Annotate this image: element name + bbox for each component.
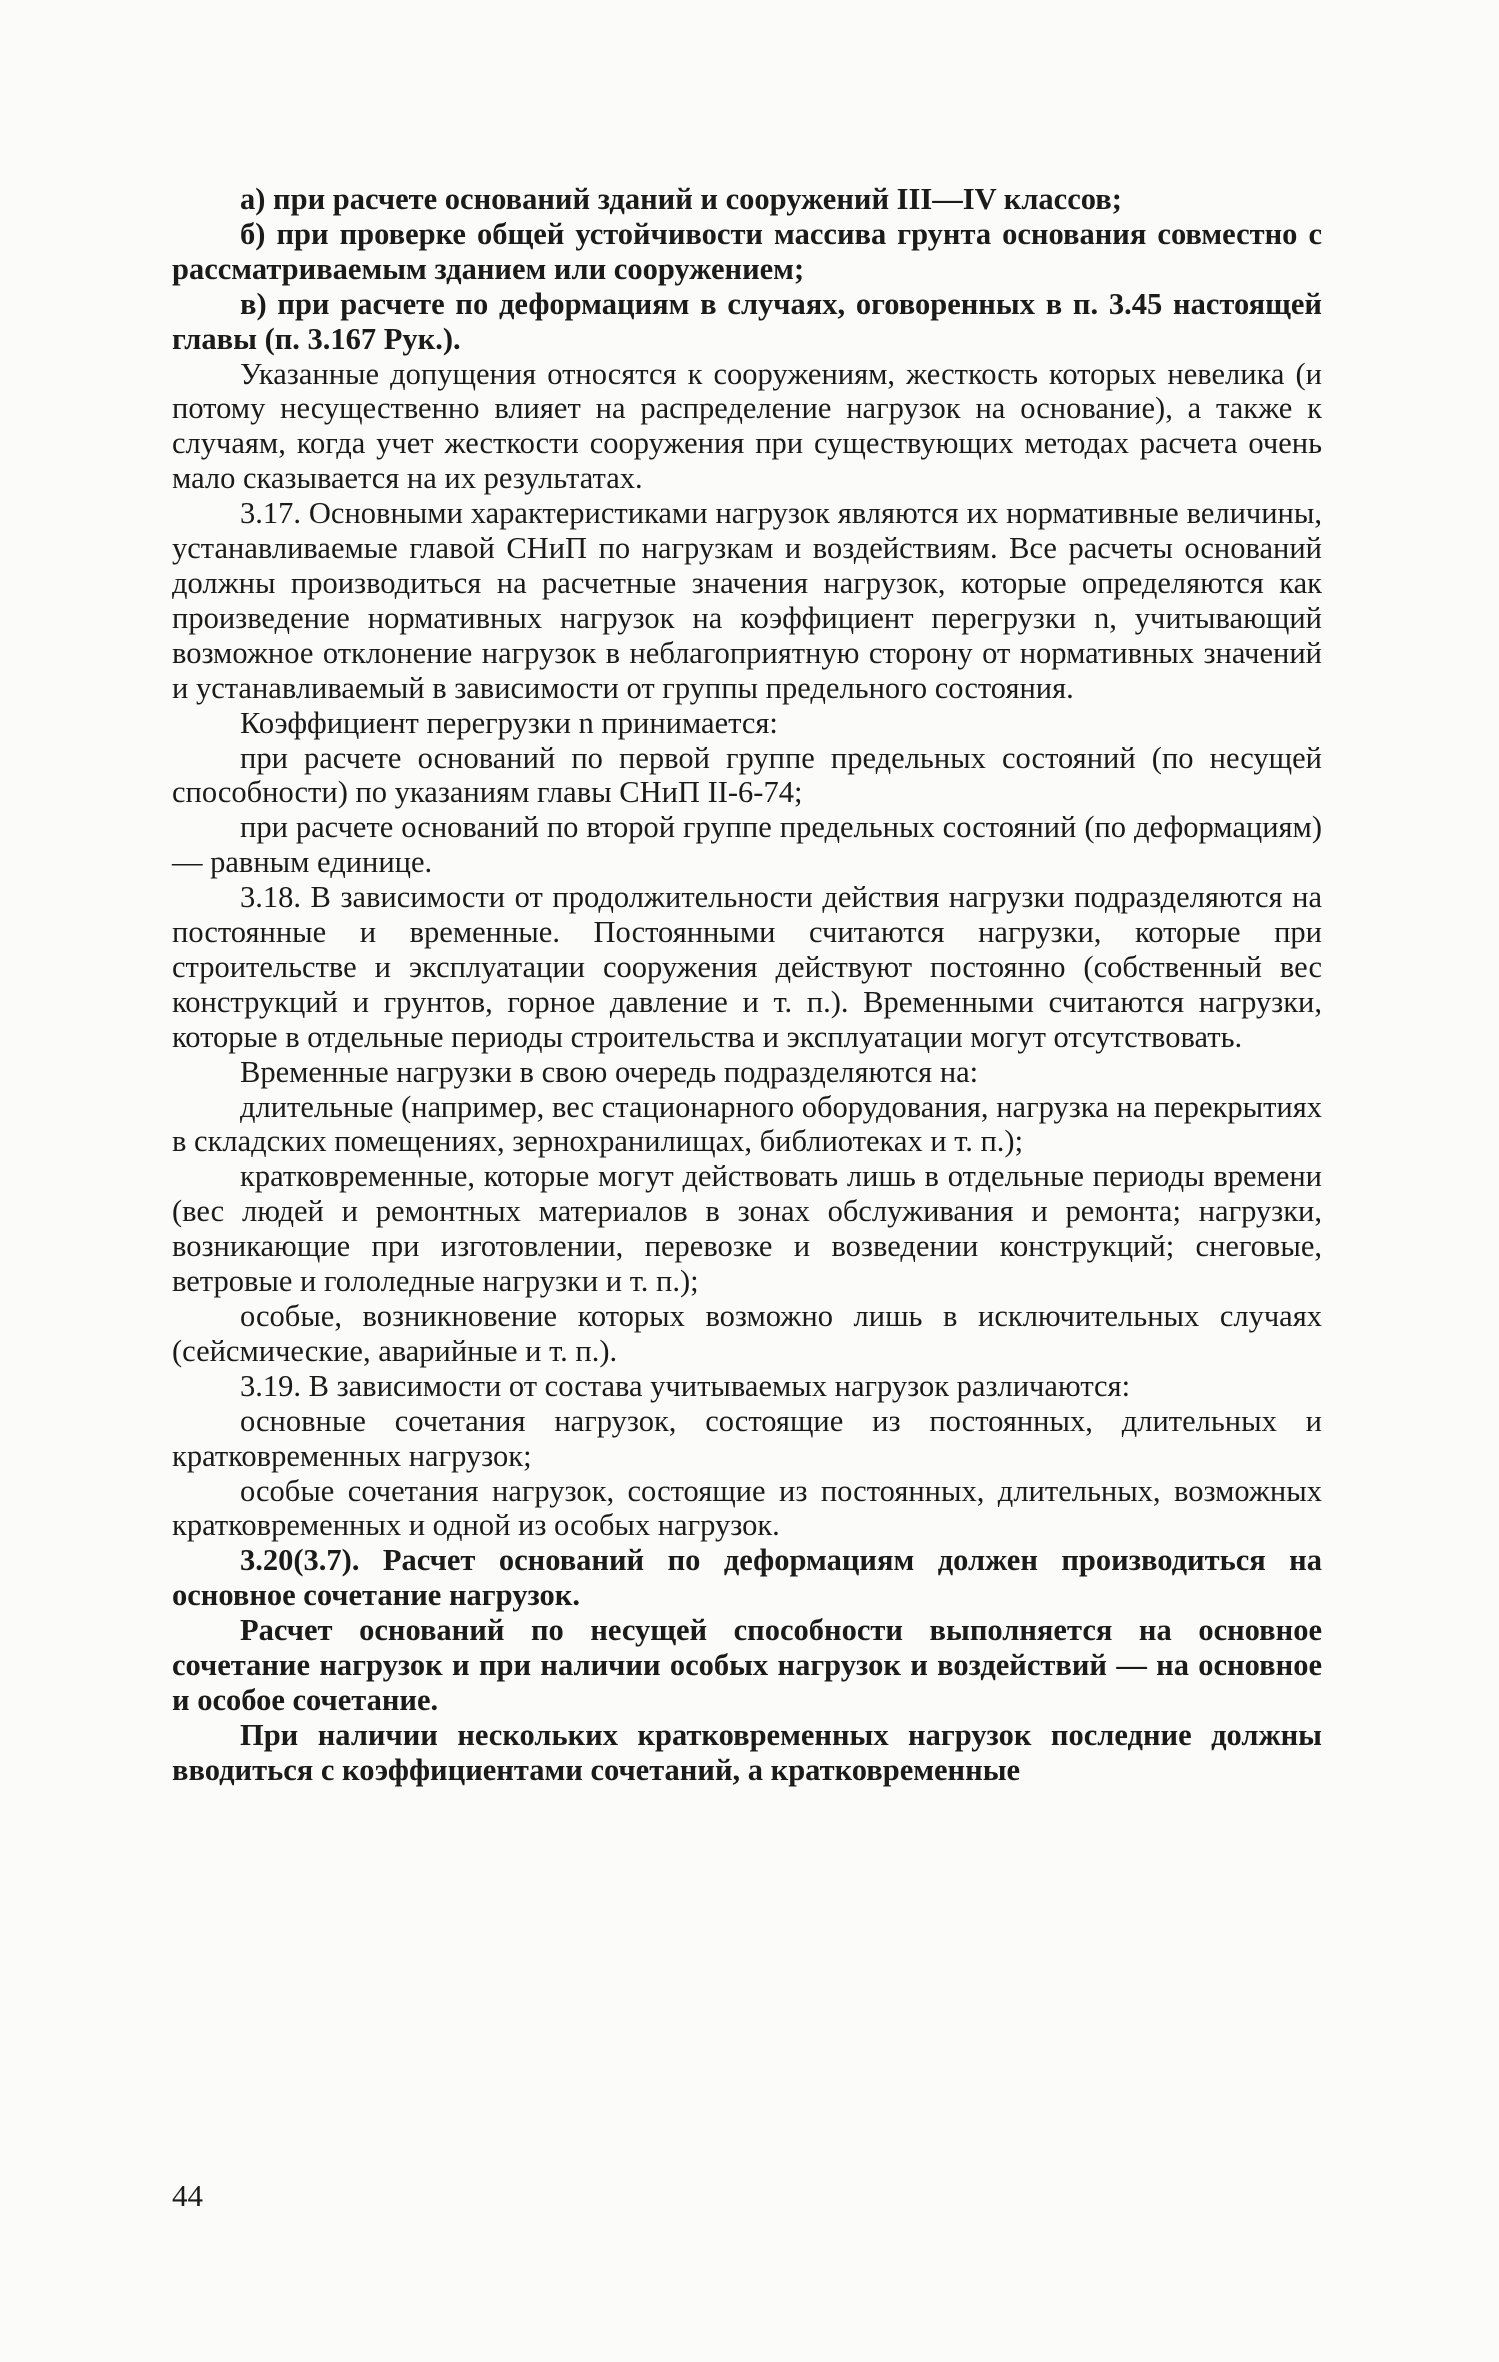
paragraph-special: особые, возникновение которых возможно лишь в исключительных случаях (сейсмические, аварийные и т. п.). xyxy=(172,1299,1322,1368)
paragraph-v: в) при расчете по деформациям в случаях, оговоренных в п. 3.45 настоящей главы (п. 3.167 Рук.). xyxy=(172,286,1322,356)
page-number: 44 xyxy=(172,2178,203,2213)
paragraph-bearing-capacity: Расчет оснований по несущей способности выполняется на основное сочетание нагрузок и при наличии особых нагрузок и воздействий — на основное и особое сочетание. xyxy=(172,1613,1322,1717)
paragraph-assumptions: Указанные допущения относятся к сооружениям, жесткость которых невелика (и потому несущественно влияет на распределение нагрузок на основание), а также к случаям, когда учет жесткости сооружения при существующих методах расчета очень мало сказывается на их результатах. xyxy=(172,356,1322,496)
paragraph-short-term: кратковременные, которые могут действовать лишь в отдельные периоды времени (вес людей и ремонтных материалов в зонах обслуживания и ремонта; нагрузки, возникающие при изготовлении, перевозке и возведении конструкций; снеговые, ветровые и гололедные нагрузки и т. п.); xyxy=(172,1159,1322,1299)
paragraph-b: б) при проверке общей устойчивости массива грунта основания совместно с рассматриваемым зданием или сооружением; xyxy=(172,216,1322,286)
body-text xyxy=(172,182,1322,1788)
paragraph-overload-coefficient: Коэффициент перегрузки n принимается: xyxy=(240,705,778,740)
paragraph-main-combinations: основные сочетания нагрузок, состоящие из постоянных, длительных и кратковременных нагрузок; xyxy=(172,1403,1322,1473)
paragraph-3-20: 3.20(3.7). Расчет оснований по деформациям должен производиться на основное сочетание нагрузок. xyxy=(172,1543,1322,1613)
paragraph-a: а) при расчете оснований зданий и сооружений III—IV классов; xyxy=(240,182,1122,216)
paragraph-long-term: длительные (например, вес стационарного оборудования, нагрузка на перекрытиях в складских помещениях, зернохранилищах, библиотеках и т. п.); xyxy=(172,1089,1322,1159)
paragraph-special-combinations: особые сочетания нагрузок, состоящие из постоянных, длительных, возможных кратковременных и одной из особых нагрузок. xyxy=(172,1473,1322,1543)
paragraph-first-group: при расчете оснований по первой группе предельных состояний (по несущей способности) по указаниям главы СНиП II-6-74; xyxy=(172,740,1322,810)
paragraph-3-19: 3.19. В зависимости от состава учитываемых нагрузок различаются: xyxy=(240,1368,1131,1403)
paragraph-temporary-loads: Временные нагрузки в свою очередь подразделяются на: xyxy=(240,1054,979,1089)
paragraph-3-17: 3.17. Основными характеристиками нагрузок являются их нормативные величины, устанавливаемые главой СНиП по нагрузкам и воздействиям. Все расчеты оснований должны производиться на расчетные значения нагрузок, которые определяются как произведение нормативных нагрузок на коэффициент перегрузки n, учитывающий возможное отклонение нагрузок в неблагоприятную сторону от нормативных значений и устанавливаемый в зависимости от группы предельного состояния. xyxy=(172,496,1322,705)
paragraph-3-18: 3.18. В зависимости от продолжительности действия нагрузки подразделяются на постоянные и временные. Постоянными считаются нагрузки, которые при строительстве и эксплуатации сооружения действуют постоянно (собственный вес конструкций и грунтов, горное давление и т. п.). Временными считаются нагрузки, которые в отдельные периоды строительства и эксплуатации могут отсутствовать. xyxy=(172,880,1322,1054)
paragraph-second-group: при расчете оснований по второй группе предельных состояний (по деформациям) — равным единице. xyxy=(172,810,1322,880)
paragraph-multiple-loads: При наличии нескольких кратковременных нагрузок последние должны вводиться с коэффициентами сочетаний, а кратковременные xyxy=(172,1717,1322,1787)
